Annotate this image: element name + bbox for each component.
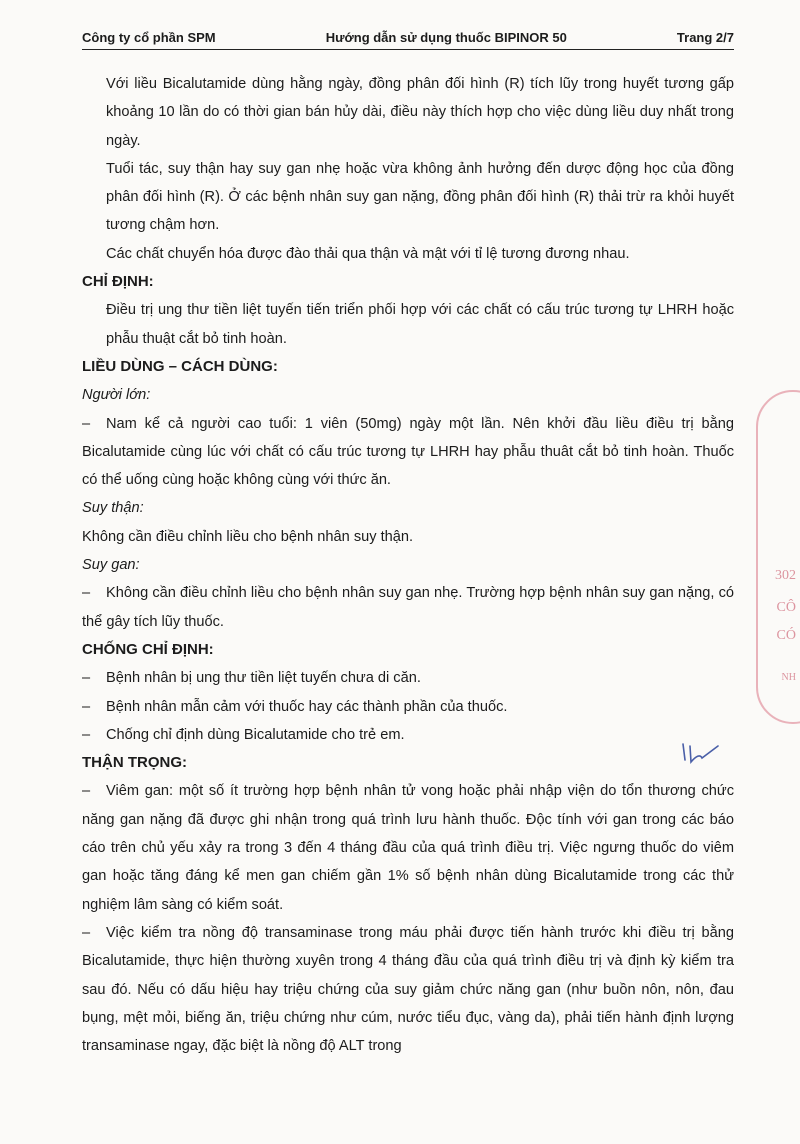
precaution-item: – Viêm gan: một số ít trường hợp bệnh nhân tử vong hoặc phải nhập viện do tổn thương chức năng gan nặng đã được ghi nhận trong quá trình lưu hành thuốc. Độc tính với gan trong các báo cáo trên chủ yếu xảy ra trong 3 đến 4 tháng đầu của quá trình điều trị. Việc ngưng thuốc do viêm gan hoặc tăng đáng kể men gan chiếm gần 1% số bệnh nhân dùng Bicalutamide trong các thử nghiệm lâm sàng có kiểm soát. <box>82 777 734 918</box>
renal-label: Suy thận: <box>82 500 144 517</box>
indication-text: Điều trị ung thư tiền liệt tuyến tiến triển phối hợp với các chất có cấu trúc tương tự LHRH hoặc phẫu thuật cắt bỏ tinh hoàn. <box>106 302 734 347</box>
intro-paragraph: Với liều Bicalutamide dùng hằng ngày, đồng phân đối hình (R) tích lũy trong huyết tương gấp khoảng 10 lần do có thời gian bán hủy dài, điều này thích hợp cho việc dùng liều duy nhất trong ngày. <box>106 76 734 149</box>
contraindication-heading: CHỐNG CHỈ ĐỊNH: <box>82 640 214 658</box>
document-title: Hướng dẫn sử dụng thuốc BIPINOR 50 <box>325 30 567 45</box>
list-item: – Chống chỉ định dùng Bicalutamide cho trẻ em. <box>82 726 405 743</box>
intro-paragraph: Các chất chuyển hóa được đào thải qua thận và mật với tỉ lệ tương đương nhau. <box>106 245 630 262</box>
adult-label: Người lớn: <box>82 387 151 404</box>
precaution-heading: THẬN TRỌNG: <box>82 754 187 772</box>
dash-symbol: – <box>82 415 91 432</box>
intro-paragraph: Tuổi tác, suy thận hay suy gan nhẹ hoặc vừa không ảnh hưởng đến dược động học của đồng phân đối hình (R). Ở các bệnh nhân suy gan nặng, đồng phân đối hình (R) thải trừ ra khỏi huyết tương chậm hơn. <box>106 160 734 234</box>
dash-symbol: – <box>82 924 91 941</box>
stamp-text: CÓ <box>776 628 796 643</box>
hepatic-text: – Không cần điều chỉnh liều cho bệnh nhân suy gan nhẹ. Trường hợp bệnh nhân suy gan nặng, có thể gây tích lũy thuốc. <box>82 579 734 636</box>
list-item: – Bệnh nhân mẫn cảm với thuốc hay các thành phần của thuốc. <box>82 698 508 715</box>
adult-text: – Nam kể cả người cao tuổi: 1 viên (50mg) ngày một lần. Nên khởi đầu liều điều trị bằng Bicalutamide cùng lúc với chất có cấu trúc tương tự LHRH hay phẫu thuât cắt bỏ tinh hoàn. Thuốc có thể uống cùng hoặc không cùng với thức ăn. <box>82 410 734 495</box>
precaution-item: – Việc kiểm tra nồng độ transaminase trong máu phải được tiến hành trước khi điều trị bằng Bicalutamide, thực hiện thường xuyên trong 4 tháng đầu của quá trình điều trị và định kỳ kiểm tra sau đó. Nếu có dấu hiệu hay triệu chứng của suy giảm chức năng gan (như buồn nôn, nôn, đau bụng, mệt mỏi, biếng ăn, triệu chứng như cúm, nước tiểu đục, vàng da), phải tiến hành định lượng transaminase ngay, đặc biệt là nồng độ ALT trong <box>82 919 734 1060</box>
page-number: Trang 2/7 <box>676 30 734 45</box>
hepatic-label: Suy gan: <box>82 557 140 574</box>
stamp-text: NH <box>781 672 796 683</box>
document-body <box>82 70 734 1060</box>
stamp-text: CÔ <box>776 600 796 615</box>
company-name: Công ty cổ phần SPM <box>82 30 216 45</box>
stamp-text: 302 <box>775 568 796 583</box>
handwritten-initials <box>678 740 728 768</box>
dosage-heading: LIỀU DÙNG – CÁCH DÙNG: <box>82 357 278 375</box>
dash-symbol: – <box>82 585 91 602</box>
page-header <box>82 30 734 50</box>
indication-heading: CHỈ ĐỊNH: <box>82 273 154 291</box>
list-item: – Bệnh nhân bị ung thư tiền liệt tuyến chưa di căn. <box>82 670 421 687</box>
dash-symbol: – <box>82 783 91 800</box>
renal-text: Không cần điều chỉnh liều cho bệnh nhân suy thận. <box>82 528 414 545</box>
